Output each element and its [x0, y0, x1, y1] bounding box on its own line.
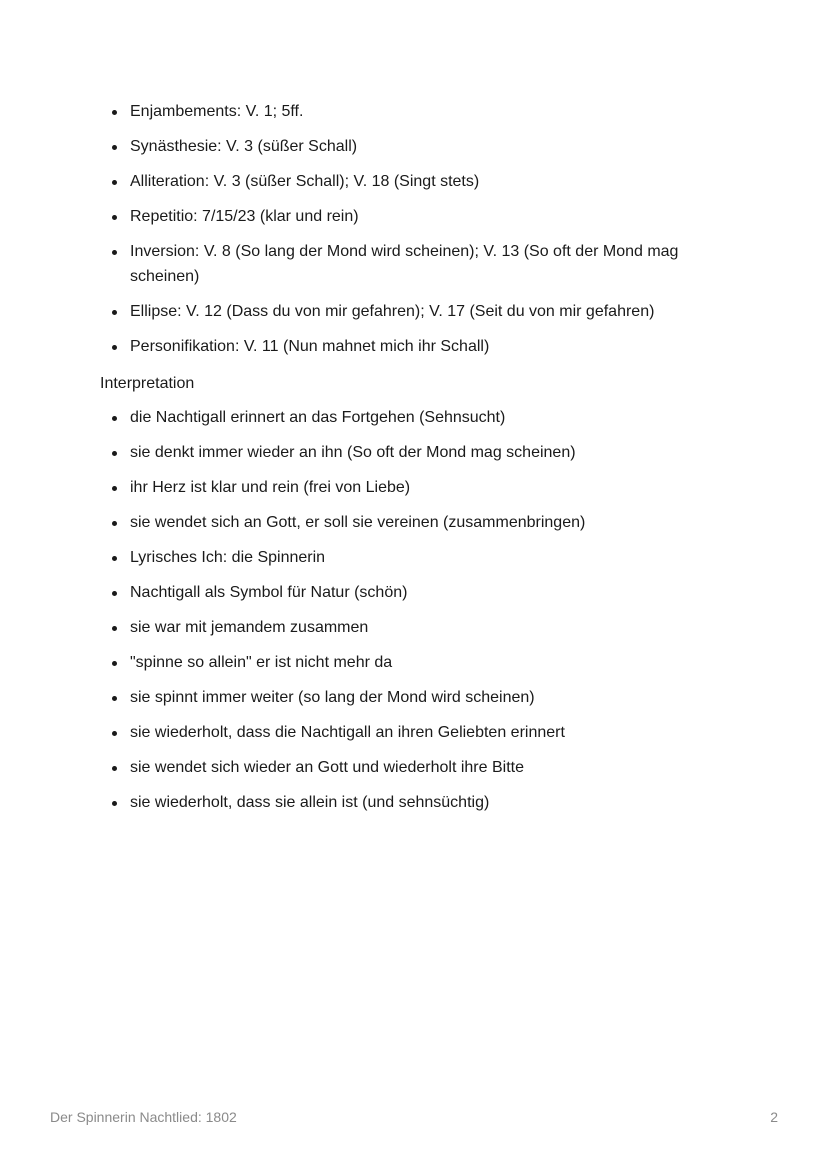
list-item: ihr Herz ist klar und rein (frei von Liebe)	[110, 475, 720, 500]
list-item: Synästhesie: V. 3 (süßer Schall)	[110, 134, 720, 159]
list-item: sie war mit jemandem zusammen	[110, 615, 720, 640]
list-item: Repetitio: 7/15/23 (klar und rein)	[110, 204, 720, 229]
stylistic-devices-list	[110, 99, 720, 369]
list-item: Personifikation: V. 11 (Nun mahnet mich ihr Schall)	[110, 334, 720, 359]
list-item: sie spinnt immer weiter (so lang der Mond wird scheinen)	[110, 685, 720, 710]
list-item: sie wiederholt, dass sie allein ist (und sehnsüchtig)	[110, 790, 720, 815]
list-item: sie wendet sich an Gott, er soll sie vereinen (zusammenbringen)	[110, 510, 720, 535]
list-item: Ellipse: V. 12 (Dass du von mir gefahren); V. 17 (Seit du von mir gefahren)	[110, 299, 720, 324]
list-item: die Nachtigall erinnert an das Fortgehen (Sehnsucht)	[110, 405, 720, 430]
interpretation-heading: Interpretation	[100, 375, 195, 392]
list-item: Lyrisches Ich: die Spinnerin	[110, 545, 720, 570]
list-item: sie denkt immer wieder an ihn (So oft der Mond mag scheinen)	[110, 440, 720, 465]
list-item: Alliteration: V. 3 (süßer Schall); V. 18 (Singt stets)	[110, 169, 720, 194]
list-item: sie wendet sich wieder an Gott und wiederholt ihre Bitte	[110, 755, 720, 780]
list-item: "spinne so allein" er ist nicht mehr da	[110, 650, 720, 675]
interpretation-list	[110, 405, 720, 825]
footer-page-number: 2	[770, 1109, 778, 1125]
list-item: Inversion: V. 8 (So lang der Mond wird scheinen); V. 13 (So oft der Mond mag scheinen)	[110, 239, 720, 289]
list-item: Nachtigall als Symbol für Natur (schön)	[110, 580, 720, 605]
footer-document-title: Der Spinnerin Nachtlied: 1802	[50, 1109, 237, 1125]
list-item: Enjambements: V. 1; 5ff.	[110, 99, 720, 124]
list-item: sie wiederholt, dass die Nachtigall an ihren Geliebten erinnert	[110, 720, 720, 745]
